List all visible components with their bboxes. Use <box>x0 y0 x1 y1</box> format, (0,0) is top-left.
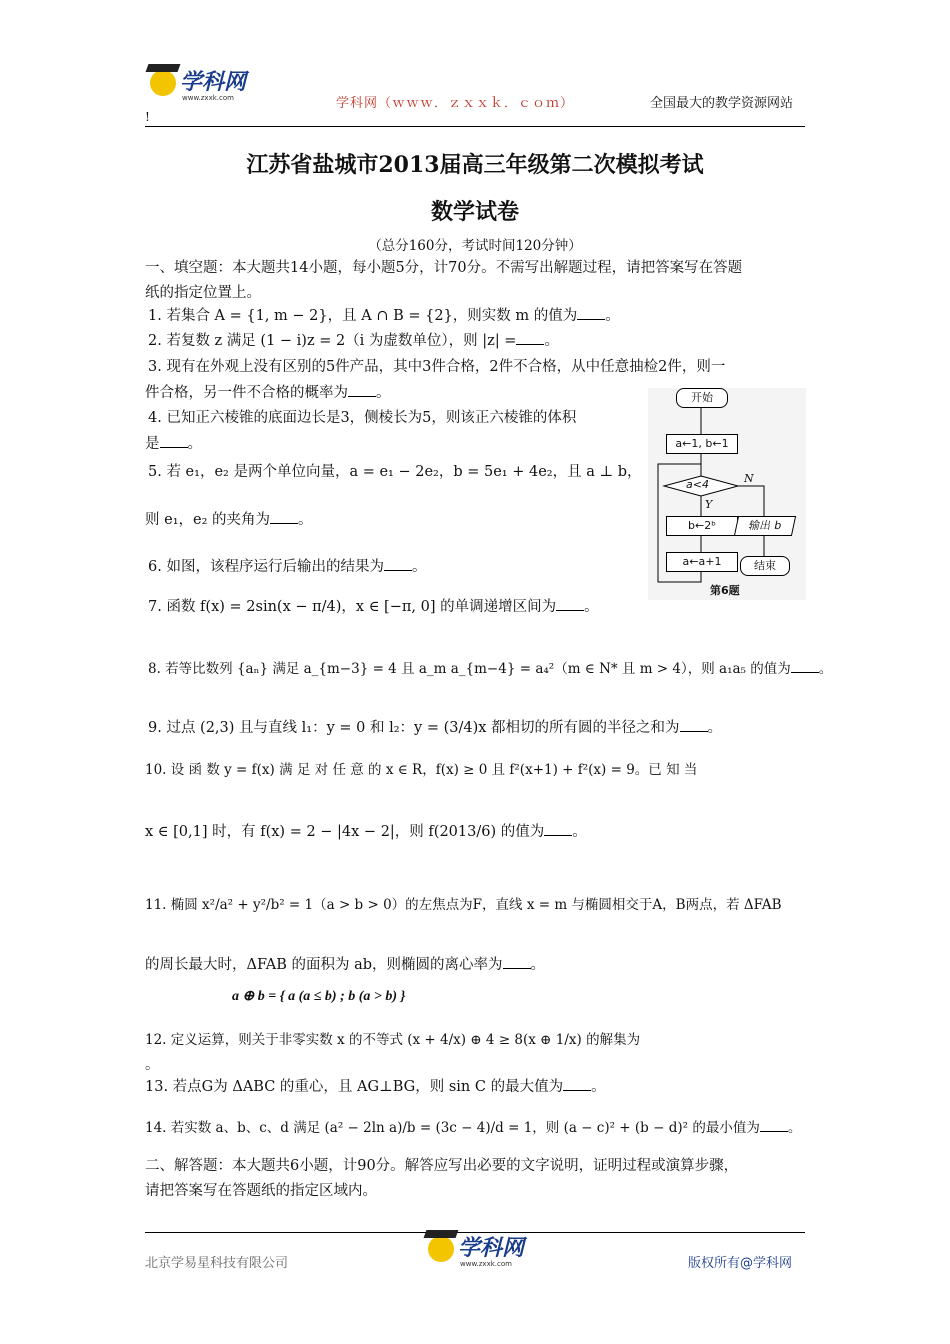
footer-divider <box>145 1232 805 1233</box>
flowchart-step1: b←2ᵇ <box>666 516 738 536</box>
answer-blank <box>384 557 412 571</box>
question-9-text: 9. 过点 (2,3) 且与直线 l₁：y = 0 和 l₂：y = (3/4)x 都相切的所有圆的半径之和为 <box>148 720 680 736</box>
question-3-text: 件合格，另一件不合格的概率为 <box>145 385 348 401</box>
question-11-line2: 的周长最大时，ΔFAB 的面积为 ab，则椭圆的离心率为 。 <box>145 957 546 973</box>
question-7-text: 7. 函数 f(x) = 2sin(x − π/4)，x ∈ [−π, 0] 的单调递增区间为 <box>148 599 557 615</box>
question-10-line2: x ∈ [0,1] 时，有 f(x) = 2 − |4x − 2|，则 f(2013/6) 的值为 。 <box>145 824 587 840</box>
header-right-text: 全国最大的教学资源网站 <box>650 96 794 111</box>
question-4-text: 是 <box>145 436 160 452</box>
question-11-text: 的周长最大时，ΔFAB 的面积为 ab，则椭圆的离心率为 <box>145 957 503 973</box>
question-3-line1: 3. 现有在外观上没有区别的5件产品，其中3件合格，2件不合格，从中任意抽检2件，则一 <box>148 359 726 375</box>
logo-mascot-icon <box>428 1236 454 1262</box>
question-5-line1: 5. 若 e₁，e₂ 是两个单位向量，a = e₁ − 2e₂，b = 5e₁ + 4e₂，且 a ⊥ b， <box>148 464 642 480</box>
question-11-line1: 11. 椭圆 x²/a² + y²/b² = 1（a > b > 0）的左焦点为F，直线 x = m 与椭圆相交于A，B两点，若 ΔFAB <box>145 897 782 913</box>
question-13-text: 13. 若点G为 ΔABC 的重心，且 AG⊥BG，则 sin C 的最大值为 <box>145 1079 564 1095</box>
header-mark: ! <box>145 110 150 124</box>
flowchart-figure <box>648 388 806 600</box>
section2-line1: 二、解答题：本大题共6小题，计90分。解答应写出必要的文字说明，证明过程或演算步骤， <box>145 1158 739 1174</box>
answer-blank <box>680 718 708 732</box>
question-3-line2: 件合格，另一件不合格的概率为 。 <box>145 385 391 401</box>
logo-text: 学科网 <box>180 70 247 95</box>
section1-line1: 一、填空题：本大题共14小题，每小题5分，计70分。不需写出解题过程，请把答案写在答题 <box>145 260 743 276</box>
question-14-text: 14. 若实数 a、b、c、d 满足 (a² − 2ln a)/b = (3c − 4)/d = 1，则 (a − c)² + (b − d)² 的最小值为 <box>145 1120 760 1136</box>
logo-text: 学科网 <box>458 1236 525 1261</box>
question-12-definition-text: a ⊕ b = { a (a ≤ b) ; b (a > b) } <box>232 989 406 1004</box>
flowchart-start: 开始 <box>676 388 728 408</box>
question-7: 7. 函数 f(x) = 2sin(x − π/4)，x ∈ [−π, 0] 的单调递增区间为 。 <box>148 599 599 615</box>
question-4-line1: 4. 已知正六棱锥的底面边长是3，侧棱长为5，则该正六棱锥的体积 <box>148 410 577 426</box>
question-2-text: 2. 若复数 z 满足 (1 − i)z = 2（i 为虚数单位），则 |z| = <box>148 333 517 349</box>
flowchart-caption: 第6题 <box>710 584 740 597</box>
answer-blank <box>760 1118 788 1132</box>
question-2: 2. 若复数 z 满足 (1 − i)z = 2（i 为虚数单位），则 |z| = 。 <box>148 333 559 349</box>
question-13: 13. 若点G为 ΔABC 的重心，且 AG⊥BG，则 sin C 的最大值为 。 <box>145 1079 606 1095</box>
answer-blank <box>577 306 605 320</box>
question-6: 6. 如图，该程序运行后输出的结果为 。 <box>148 559 427 575</box>
question-9: 9. 过点 (2,3) 且与直线 l₁：y = 0 和 l₂：y = (3/4)x 都相切的所有圆的半径之和为 。 <box>148 720 723 736</box>
exam-info: （总分160分，考试时间120分钟） <box>368 238 582 254</box>
question-12-end: 。 <box>145 1057 160 1073</box>
flowchart-init: a←1, b←1 <box>666 434 738 454</box>
question-8: 8. 若等比数列 {aₙ} 满足 a_{m−3} = 4 且 a_m a_{m−4} = a₄²（m ∈ N* 且 m > 4），则 a₁a₅ 的值为 。 <box>148 661 833 677</box>
question-4-line2: 是 。 <box>145 436 202 452</box>
section2-line2: 请把答案写在答题纸的指定区域内。 <box>145 1183 377 1199</box>
question-5-line2: 则 e₁，e₂ 的夹角为 。 <box>145 512 313 528</box>
question-1-text: 1. 若集合 A = {1, m − 2}，且 A ∩ B = {2}，则实数 m 的值为 <box>148 308 578 324</box>
header-logo <box>150 70 247 102</box>
answer-blank <box>516 331 544 345</box>
header-divider <box>145 126 805 127</box>
question-6-text: 6. 如图，该程序运行后输出的结果为 <box>148 559 384 575</box>
flowchart-yes-label: Y <box>705 498 713 511</box>
answer-blank <box>544 822 572 836</box>
question-8-text: 8. 若等比数列 {aₙ} 满足 a_{m−3} = 4 且 a_m a_{m−4} = a₄²（m ∈ N* 且 m > 4），则 a₁a₅ 的值为 <box>148 661 791 677</box>
logo-url: www.zxxk.com <box>460 1260 512 1268</box>
flowchart-output: 输出 b <box>734 516 796 536</box>
answer-blank <box>270 510 298 524</box>
answer-blank <box>563 1077 591 1091</box>
footer-left: 北京学易星科技有限公司 <box>145 1256 289 1271</box>
logo-url: www.zxxk.com <box>182 94 234 102</box>
question-12-definition <box>232 985 405 1009</box>
section1-line2: 纸的指定位置上。 <box>145 285 261 301</box>
page-subtitle-title: 数学试卷 <box>430 199 519 225</box>
answer-blank <box>791 659 819 673</box>
answer-blank <box>503 955 531 969</box>
flowchart-condition: a<4 <box>686 478 709 491</box>
question-14: 14. 若实数 a、b、c、d 满足 (a² − 2ln a)/b = (3c − 4)/d = 1，则 (a − c)² + (b − d)² 的最小值为 。 <box>145 1120 802 1136</box>
answer-blank <box>160 434 188 448</box>
answer-blank <box>556 597 584 611</box>
question-10-text: x ∈ [0,1] 时，有 f(x) = 2 − |4x − 2|，则 f(2013/6) 的值为 <box>145 824 545 840</box>
page-title: 江苏省盐城市2013届高三年级第二次模拟考试 <box>246 152 704 178</box>
footer-logo <box>428 1236 525 1268</box>
flowchart-step2: a←a+1 <box>666 552 738 572</box>
footer-right[interactable]: 版权所有@学科网 <box>688 1256 793 1271</box>
question-12: 12. 定义运算，则关于非零实数 x 的不等式 (x + 4/x) ⊕ 4 ≥ 8(x ⊕ 1/x) 的解集为 <box>145 1032 641 1048</box>
answer-blank <box>348 383 376 397</box>
question-10-line1: 10. 设 函 数 y = f(x) 满 足 对 任 意 的 x ∈ R，f(x) ≥ 0 且 f²(x+1) + f²(x) = 9。已 知 当 <box>145 762 698 778</box>
flowchart-no-label: N <box>744 472 754 485</box>
logo-mascot-icon <box>150 70 176 96</box>
question-5-text: 则 e₁，e₂ 的夹角为 <box>145 512 271 528</box>
header-center-link[interactable]: 学科网（ｗｗｗ．ｚｘｘｋ．ｃｏｍ） <box>336 96 575 111</box>
flowchart-end: 结束 <box>740 556 790 576</box>
question-1: 1. 若集合 A = {1, m − 2}，且 A ∩ B = {2}，则实数 m 的值为 。 <box>148 308 620 324</box>
